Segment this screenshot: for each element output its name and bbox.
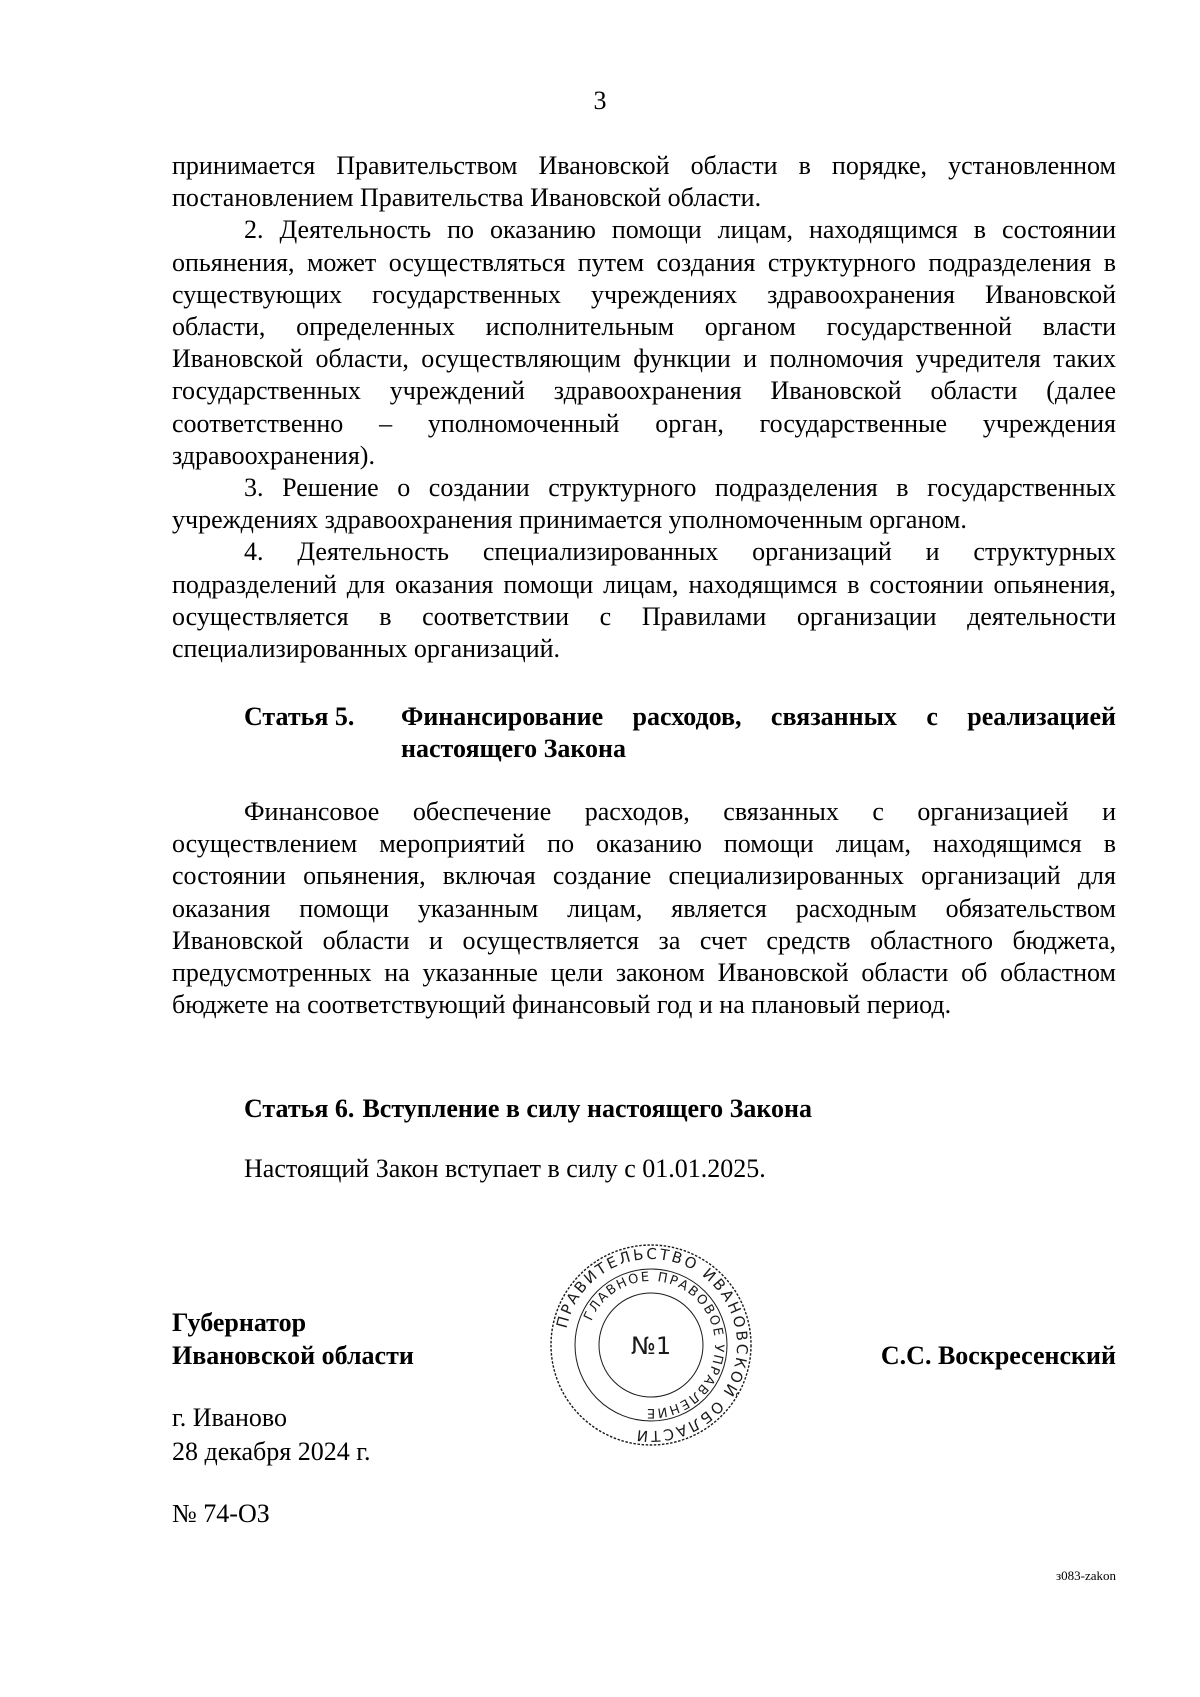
intro-section bbox=[172, 150, 1116, 665]
law-number: № 74-ОЗ bbox=[172, 1499, 270, 1528]
article-6-paragraph: Настоящий Закон вступает в силу с 01.01.2025. bbox=[244, 1154, 766, 1183]
signatory-name: С.С. Воскресенский bbox=[880, 1341, 1116, 1370]
article-5-number: Статья 5. bbox=[244, 702, 355, 731]
position-line-1: Губернатор bbox=[172, 1308, 307, 1337]
seal-inner-text: ГЛАВНОЕ ПРАВОВОЕ УПРАВЛЕНИЕ bbox=[581, 1269, 727, 1421]
article-6-number: Статья 6. bbox=[244, 1094, 355, 1123]
document-code: з083-zakon bbox=[1055, 1568, 1116, 1583]
date: 28 декабря 2024 г. bbox=[172, 1437, 371, 1466]
article-5-body bbox=[172, 796, 1116, 1021]
paragraph-continuation: принимается Правительством Ивановской области в порядке, установленном постановлением Правительства Ивановской области. bbox=[172, 151, 1116, 213]
place: г. Иваново bbox=[172, 1403, 287, 1432]
article-5-heading bbox=[244, 701, 1116, 765]
article-6-title: Вступление в силу настоящего Закона bbox=[362, 1094, 813, 1123]
place-and-date bbox=[172, 1401, 370, 1469]
article-5-title: Финансирование расходов, связанных с реализацией настоящего Закона bbox=[401, 702, 1116, 764]
seal-center-number: №1 bbox=[630, 1332, 672, 1360]
seal-graphic bbox=[546, 1240, 756, 1450]
position-line-2: Ивановской области bbox=[172, 1341, 414, 1370]
article-6-body bbox=[172, 1153, 1116, 1185]
paragraph-item-3: 3. Решение о создании структурного подразделения в государственных учреждениях здравоохранения принимается уполномоченным органом. bbox=[172, 473, 1116, 535]
signatory-position bbox=[172, 1306, 414, 1372]
official-seal bbox=[546, 1240, 756, 1450]
article-5-paragraph: Финансовое обеспечение расходов, связанных с организацией и осуществлением мероприятий по оказанию помощи лицам, находящимся в состоянии опьянения, включая создание специализированных организаций для оказания помощи указанным лицам, является расходным обязательством Ивановской области и осуществляется за счет средств областного бюджета, предусмотренных на указанные цели законом Ивановской области об областном бюджете на соответствующий финансовый год и на плановый период. bbox=[172, 797, 1116, 1020]
page-number: 3 bbox=[593, 86, 607, 115]
article-6-heading bbox=[244, 1093, 1116, 1125]
seal-outer-text: ПРАВИТЕЛЬСТВО ИВАНОВСКОЙ ОБЛАСТИ bbox=[552, 1244, 752, 1446]
paragraph-item-4: 4. Деятельность специализированных организаций и структурных подразделений для оказания помощи лицам, находящимся в состоянии опьянения, осуществляется в соответствии с Правилами организации деятельности специализированных организаций. bbox=[172, 537, 1116, 664]
paragraph-item-2: 2. Деятельность по оказанию помощи лицам, находящимся в состоянии опьянения, может осуществляться путем создания структурного подразделения в существующих государственных учреждениях здравоохранения Ивановской области, определенных исполнительным органом государственной власти Ивановской области, осуществляющим функции и полномочия учредителя таких государственных учреждений здравоохранения Ивановской области (далее соответственно – уполномоченный орган, государственные учреждения здравоохранения). bbox=[172, 215, 1116, 470]
